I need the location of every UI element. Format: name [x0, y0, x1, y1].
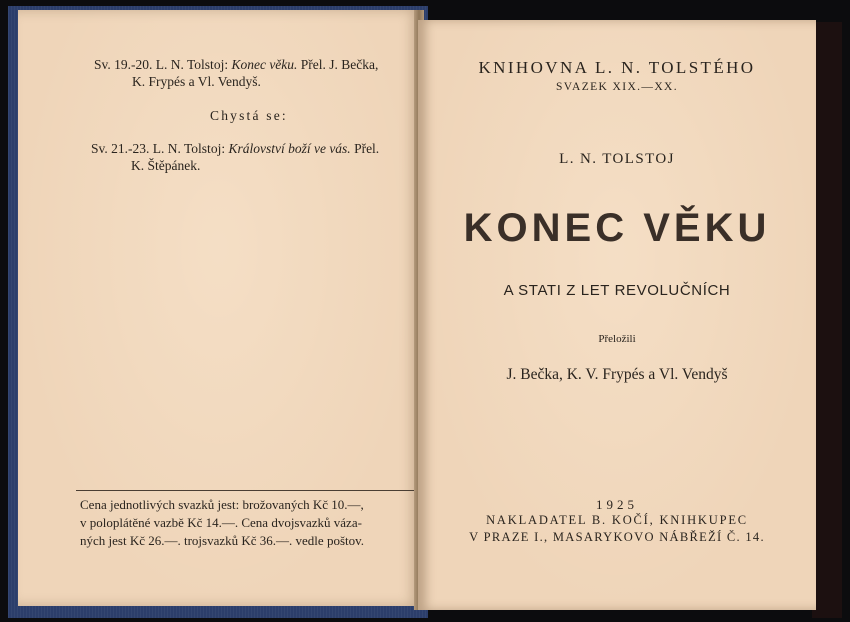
title-page	[418, 20, 816, 610]
author-name: L. N. TOLSTOJ	[559, 151, 675, 167]
upcoming-line-1	[91, 141, 379, 157]
upcoming-line-2: K. Štěpánek.	[131, 158, 201, 173]
series-line-1-suffix: Přel. J. Bečka,	[300, 57, 379, 72]
translators: J. Bečka, K. V. Frypés a Vl. Vendyš	[506, 366, 728, 383]
upcoming-line-1-suffix: Přel.	[354, 141, 380, 156]
book-cover-right-edge	[812, 22, 842, 618]
volume-number: SVAZEK XIX.—XX.	[555, 81, 679, 93]
translated-by-label: Přeložili	[598, 333, 636, 345]
upcoming-line-1-title: Království boží ve vás.	[228, 141, 351, 156]
series-line-1-title: Konec věku.	[231, 57, 298, 72]
book-subtitle: A STATI Z LET REVOLUČNÍCH	[503, 282, 731, 299]
series-line-2: K. Frypés a Vl. Vendyš.	[132, 74, 261, 89]
left-page	[18, 10, 420, 606]
price-line-1: Cena jednotlivých svazků jest: brožovaných Kč 10.—,	[80, 497, 364, 512]
series-line-1	[94, 57, 378, 73]
library-title: KNIHOVNA L. N. TOLSTÉHO	[478, 58, 756, 77]
publisher-address: V PRAZE I., MASARYKOVO NÁBŘEŽÍ Č. 14.	[469, 530, 765, 544]
upcoming-heading: Chystá se:	[210, 108, 288, 123]
upcoming-line-1-prefix: Sv. 21.-23. L. N. Tolstoj:	[91, 141, 226, 156]
book-title: KONEC VĚKU	[463, 206, 771, 250]
publisher-name: NAKLADATEL B. KOČÍ, KNIHKUPEC	[486, 513, 748, 527]
publication-year: 1925	[596, 497, 638, 512]
price-divider	[76, 490, 416, 491]
price-line-2: v poloplátěné vazbě Kč 14.—. Cena dvojsvazků váza-	[80, 515, 362, 530]
series-line-1-prefix: Sv. 19.-20. L. N. Tolstoj:	[94, 57, 229, 72]
price-line-3: ných jest Kč 26.—. trojsvazků Kč 36.—. vedle poštov.	[80, 533, 365, 548]
